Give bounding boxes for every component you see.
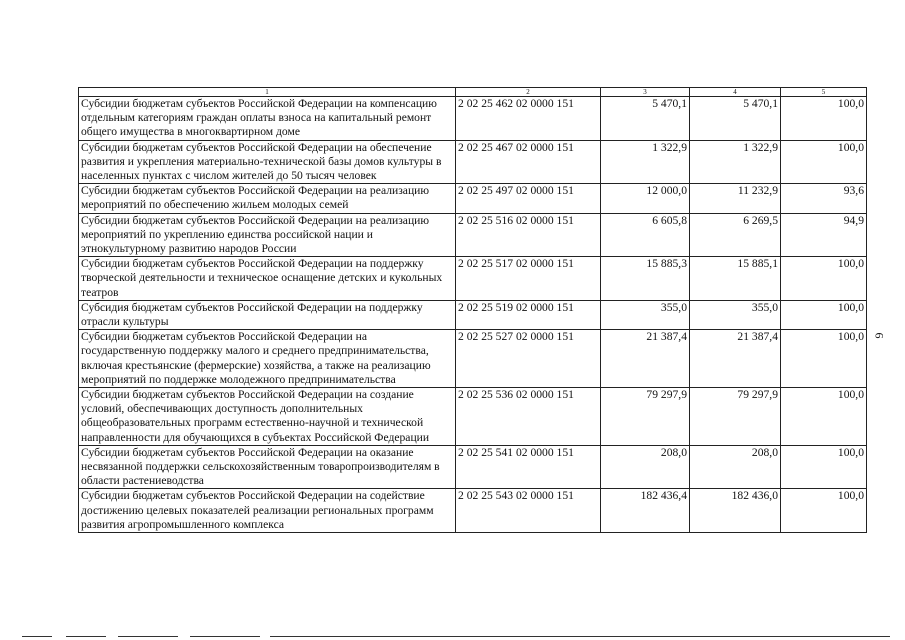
execution-percent: 100,0 (781, 445, 867, 489)
executed-amount: 208,0 (690, 445, 781, 489)
executed-amount: 6 269,5 (690, 213, 781, 257)
execution-percent: 100,0 (781, 300, 867, 329)
subsidy-name: Субсидии бюджетам субъектов Российской Федерации на оказание несвязанной поддержки сельскохозяйственным товаропроизводителям в области растениеводства (79, 445, 456, 489)
subsidy-name: Субсидии бюджетам субъектов Российской Федерации на создание условий, обеспечивающих доступность дополнительных общеобразовательных программ естественно-научной и технической направленности для обучающихся в субъектах Российской Федерации (79, 388, 456, 446)
subsidy-name: Субсидии бюджетам субъектов Российской Федерации на поддержку творческой деятельности и техническое оснащение детских и кукольных театров (79, 257, 456, 301)
executed-amount: 21 387,4 (690, 330, 781, 388)
budget-code: 2 02 25 519 02 0000 151 (456, 300, 601, 329)
executed-amount: 355,0 (690, 300, 781, 329)
executed-amount: 5 470,1 (690, 97, 781, 141)
execution-percent: 100,0 (781, 257, 867, 301)
planned-amount: 355,0 (601, 300, 690, 329)
table-row (79, 257, 867, 301)
budget-code: 2 02 25 541 02 0000 151 (456, 445, 601, 489)
execution-percent: 100,0 (781, 330, 867, 388)
budget-code: 2 02 25 543 02 0000 151 (456, 489, 601, 533)
budget-code: 2 02 25 536 02 0000 151 (456, 388, 601, 446)
subsidy-name: Субсидия бюджетам субъектов Российской Федерации на поддержку отрасли культуры (79, 300, 456, 329)
planned-amount: 1 322,9 (601, 140, 690, 184)
execution-percent: 100,0 (781, 489, 867, 533)
planned-amount: 15 885,3 (601, 257, 690, 301)
table-row (79, 97, 867, 141)
execution-percent: 100,0 (781, 140, 867, 184)
budget-code: 2 02 25 527 02 0000 151 (456, 330, 601, 388)
execution-percent: 93,6 (781, 184, 867, 213)
subsidy-name: Субсидии бюджетам субъектов Российской Федерации на компенсацию отдельным категориям граждан оплаты взноса на капитальный ремонт общего имущества в многоквартирном доме (79, 97, 456, 141)
execution-percent: 94,9 (781, 213, 867, 257)
subsidy-name: Субсидии бюджетам субъектов Российской Федерации на содействие достижению целевых показателей реализации региональных программ развития агропромышленного комплекса (79, 489, 456, 533)
budget-code: 2 02 25 516 02 0000 151 (456, 213, 601, 257)
table-row (79, 445, 867, 489)
planned-amount: 79 297,9 (601, 388, 690, 446)
table-row (79, 388, 867, 446)
subsidy-name: Субсидии бюджетам субъектов Российской Федерации на реализацию мероприятий по обеспечению жильем молодых семей (79, 184, 456, 213)
executed-amount: 11 232,9 (690, 184, 781, 213)
budget-code: 2 02 25 517 02 0000 151 (456, 257, 601, 301)
page-number: 6 (872, 332, 887, 339)
executed-amount: 182 436,0 (690, 489, 781, 533)
header-row (79, 88, 867, 97)
table-row (79, 184, 867, 213)
subsidy-name: Субсидии бюджетам субъектов Российской Федерации на реализацию мероприятий по укреплению единства российской нации и этнокультурному развитию народов России (79, 213, 456, 257)
planned-amount: 21 387,4 (601, 330, 690, 388)
planned-amount: 182 436,4 (601, 489, 690, 533)
column-header-3: 3 (601, 88, 690, 97)
column-header-2: 2 (456, 88, 601, 97)
executed-amount: 1 322,9 (690, 140, 781, 184)
column-header-5: 5 (781, 88, 867, 97)
planned-amount: 208,0 (601, 445, 690, 489)
subsidy-name: Субсидии бюджетам субъектов Российской Федерации на государственную поддержку малого и среднего предпринимательства, включая крестьянские (фермерские) хозяйства, а также на реализацию мероприятий по поддержке молодежного предпринимательства (79, 330, 456, 388)
planned-amount: 12 000,0 (601, 184, 690, 213)
executed-amount: 79 297,9 (690, 388, 781, 446)
planned-amount: 6 605,8 (601, 213, 690, 257)
execution-percent: 100,0 (781, 388, 867, 446)
table-row (79, 330, 867, 388)
table-row (79, 140, 867, 184)
executed-amount: 15 885,1 (690, 257, 781, 301)
budget-code: 2 02 25 462 02 0000 151 (456, 97, 601, 141)
table-row (79, 489, 867, 533)
execution-percent: 100,0 (781, 97, 867, 141)
column-header-1: 1 (79, 88, 456, 97)
subsidy-name: Субсидии бюджетам субъектов Российской Федерации на обеспечение развития и укрепления материально-технической базы домов культуры в населенных пунктах с числом жителей до 50 тысяч человек (79, 140, 456, 184)
budget-code: 2 02 25 497 02 0000 151 (456, 184, 601, 213)
budget-code: 2 02 25 467 02 0000 151 (456, 140, 601, 184)
scan-edge-lines (0, 632, 905, 640)
table-row (79, 300, 867, 329)
budget-table (78, 87, 867, 533)
table-row (79, 213, 867, 257)
planned-amount: 5 470,1 (601, 97, 690, 141)
column-header-4: 4 (690, 88, 781, 97)
